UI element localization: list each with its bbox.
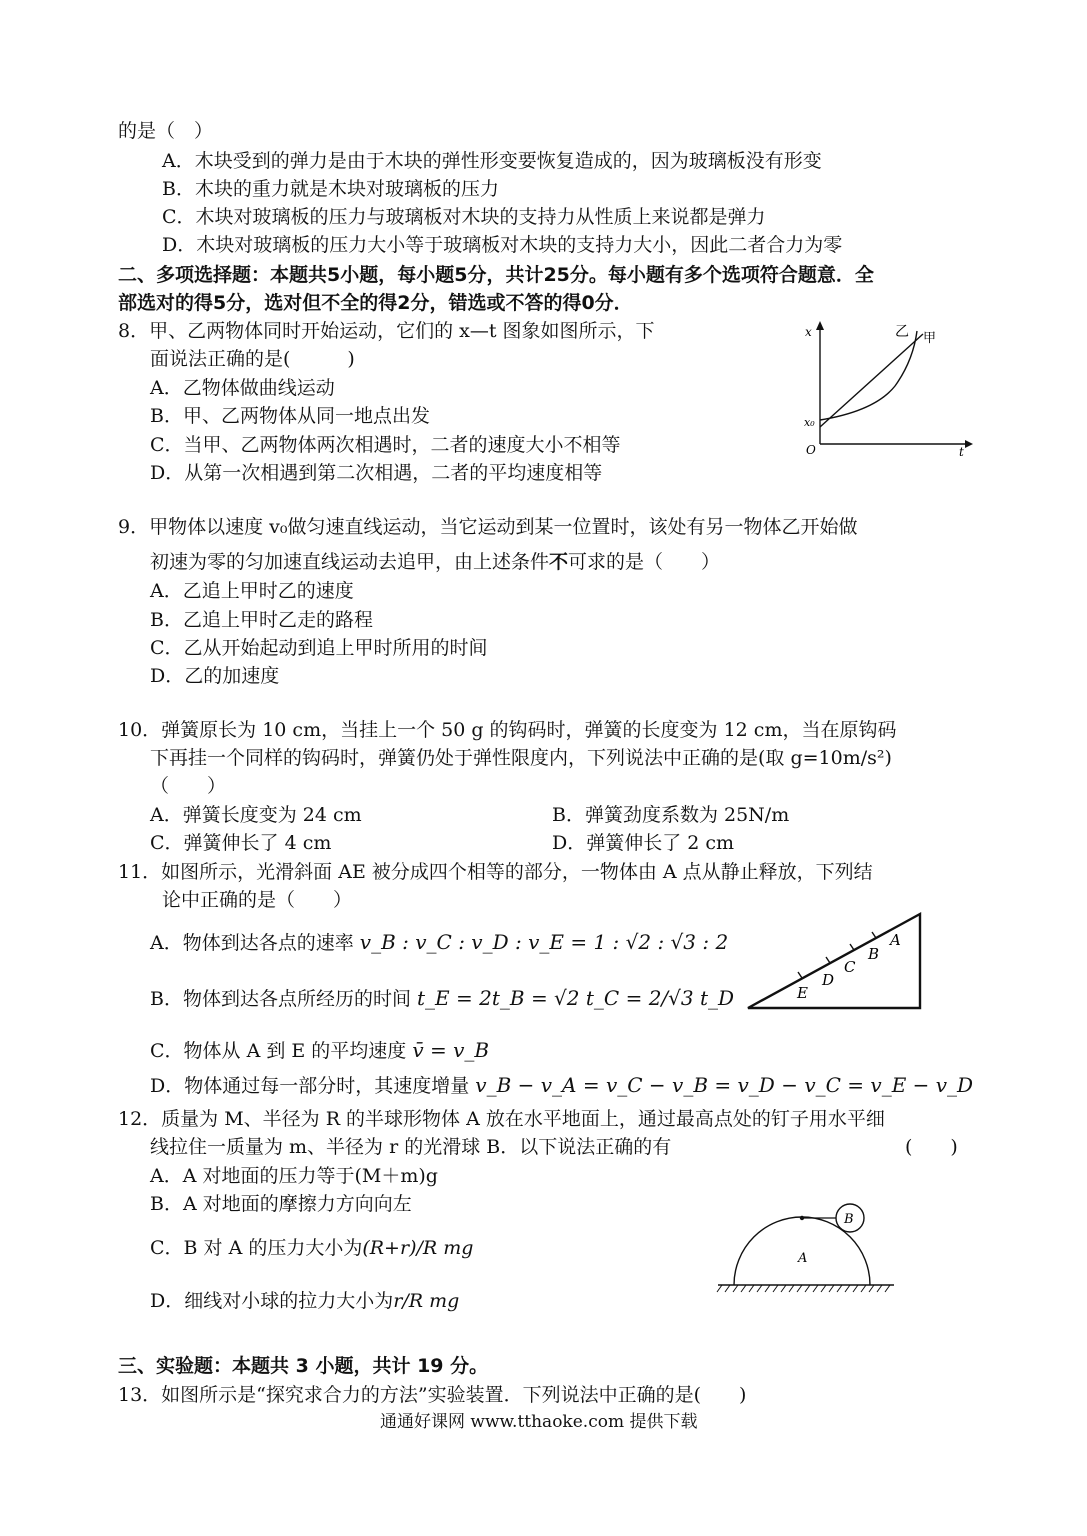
- q11-option-a: A．物体到达各点的速率 v_B : v_C : v_D : v_E = 1 : √2 : √3 : 2: [150, 930, 729, 954]
- q12-stem-line1: 12．质量为 M、半径为 R 的半球形物体 A 放在水平地面上，通过最高点处的钉子用水平细: [118, 1108, 885, 1130]
- q12-option-b: B．A 对地面的摩擦力方向向左: [150, 1193, 412, 1215]
- q8-graph-y-label: x: [805, 325, 812, 339]
- q11-stem-line1: 11．如图所示，光滑斜面 AE 被分成四个相等的部分，一物体由 A 点从静止释放，下列结: [118, 861, 873, 883]
- q7-stem-tail: 的是（ ）: [118, 120, 214, 142]
- q10-option-a: A．弹簧长度变为 24 cm: [150, 804, 362, 826]
- q9-option-c: C．乙从开始起动到追上甲时所用的时间: [150, 637, 488, 659]
- q10-stem-line1: 10．弹簧原长为 10 cm，当挂上一个 50 g 的钩码时，弹簧的长度变为 12 cm，当在原钩码: [118, 719, 897, 741]
- q8-option-b: B．甲、乙两物体从同一地点出发: [150, 405, 430, 427]
- q12-option-d-formula: r/R mg: [393, 1290, 460, 1312]
- q7-option-b: B．木块的重力就是木块对玻璃板的压力: [162, 178, 499, 200]
- q11-option-c: C．物体从 A 到 E 的平均速度 v̄ = v_B: [150, 1038, 490, 1062]
- q8-graph-curve-label: 乙: [895, 324, 909, 340]
- q8-xt-graph: [795, 316, 975, 456]
- q11-incline-figure: [742, 908, 928, 1016]
- q9-stem-line2: 初速为零的匀加速直线运动去追甲，由上述条件不可求的是（ ）: [150, 551, 721, 573]
- q12-option-c-formula: (R+r)/R mg: [362, 1237, 474, 1259]
- q10-option-b: B．弹簧劲度系数为 25N/m: [552, 804, 790, 826]
- section2-heading-line1: 二、多项选择题：本题共5小题，每小题5分，共计25分。每小题有多个选项符合题意．全: [118, 264, 874, 286]
- q11-option-b: B．物体到达各点所经历的时间 t_E = 2t_B = √2 t_C = 2/√3 t_D: [150, 986, 735, 1010]
- q10-option-d: D．弹簧伸长了 2 cm: [552, 832, 735, 854]
- q11-option-a-formula: v_B : v_C : v_D : v_E = 1 : √2 : √3 : 2: [359, 930, 729, 954]
- q10-stem-line2: 下再挂一个同样的钩码时，弹簧仍处于弹性限度内，下列说法中正确的是(取 g=10m/s²): [150, 747, 892, 769]
- q11-point-e: E: [797, 984, 808, 1002]
- q11-point-b: B: [868, 945, 880, 963]
- q9-option-d: D．乙的加速度: [150, 665, 280, 687]
- q8-graph-x-label: t: [959, 445, 964, 456]
- q7-option-c: C．木块对玻璃板的压力与玻璃板对木块的支持力从性质上来说都是弹力: [162, 206, 766, 228]
- q11-option-d: D．物体通过每一部分时，其速度增量 v_B − v_A = v_C − v_B = v_D − v_C = v_E − v_D: [150, 1073, 974, 1097]
- q8-stem-line2: 面说法正确的是( ): [150, 348, 355, 370]
- q9-stem-line1: 9．甲物体以速度 v₀做匀速直线运动，当它运动到某一位置时，该处有另一物体乙开始做: [118, 516, 858, 538]
- q11-point-a: A: [890, 931, 901, 949]
- q9-option-a: A．乙追上甲时乙的速度: [150, 580, 354, 602]
- q11-point-c: C: [844, 958, 856, 976]
- q8-graph-line-label: 甲: [923, 331, 937, 346]
- q11-option-c-formula: v̄ = v_B: [412, 1038, 490, 1062]
- q9-option-b: B．乙追上甲时乙走的路程: [150, 609, 373, 631]
- q12-ball-label: B: [844, 1212, 854, 1227]
- q11-point-d: D: [822, 971, 835, 989]
- q11-option-b-formula: t_E = 2t_B = √2 t_C = 2/√3 t_D: [417, 986, 735, 1010]
- q7-option-a: A．木块受到的弹力是由于木块的弹性形变要恢复造成的，因为玻璃板没有形变: [162, 150, 822, 172]
- q8-option-a: A．乙物体做曲线运动: [150, 377, 335, 399]
- q12-option-d: D．细线对小球的拉力大小为r/R mg: [150, 1290, 460, 1312]
- q12-answer-paren: ( ): [905, 1136, 958, 1158]
- q8-graph-intercept: x₀: [804, 416, 815, 429]
- q8-option-c: C．当甲、乙两物体两次相遇时，二者的速度大小不相等: [150, 434, 621, 456]
- q12-hemisphere-label: A: [798, 1251, 808, 1266]
- q10-option-c: C．弹簧伸长了 4 cm: [150, 832, 332, 854]
- q13-stem: 13．如图所示是“探究求合力的方法”实验装置．下列说法中正确的是( ): [118, 1384, 747, 1406]
- q12-stem-line2: 线拉住一质量为 m、半径为 r 的光滑球 B．以下说法正确的有: [150, 1136, 672, 1158]
- section3-heading: 三、实验题：本题共 3 小题，共计 19 分。: [118, 1355, 489, 1377]
- q8-stem-line1: 8．甲、乙两物体同时开始运动，它们的 x—t 图象如图所示，下: [118, 320, 655, 342]
- q12-option-c: C．B 对 A 的压力大小为(R+r)/R mg: [150, 1237, 474, 1259]
- page-footer: 通通好课网 www.tthaoke.com 提供下载: [380, 1412, 698, 1432]
- q9-emphasis-not: 不: [549, 551, 569, 573]
- q8-option-d: D．从第一次相遇到第二次相遇，二者的平均速度相等: [150, 462, 603, 484]
- q11-stem-line2: 论中正确的是（ ）: [162, 889, 353, 911]
- q12-option-a: A．A 对地面的压力等于(M＋m)g: [150, 1165, 438, 1187]
- q10-stem-line3: （ ）: [150, 775, 227, 797]
- q7-option-d: D．木块对玻璃板的压力大小等于玻璃板对木块的支持力大小，因此二者合力为零: [162, 234, 843, 256]
- q11-option-d-formula: v_B − v_A = v_C − v_B = v_D − v_C = v_E − v_D: [475, 1073, 974, 1097]
- section2-heading-line2: 部选对的得5分，选对但不全的得2分，错选或不答的得0分．: [118, 292, 633, 314]
- q8-graph-origin: O: [806, 443, 816, 456]
- q12-hemisphere-figure: [712, 1200, 902, 1296]
